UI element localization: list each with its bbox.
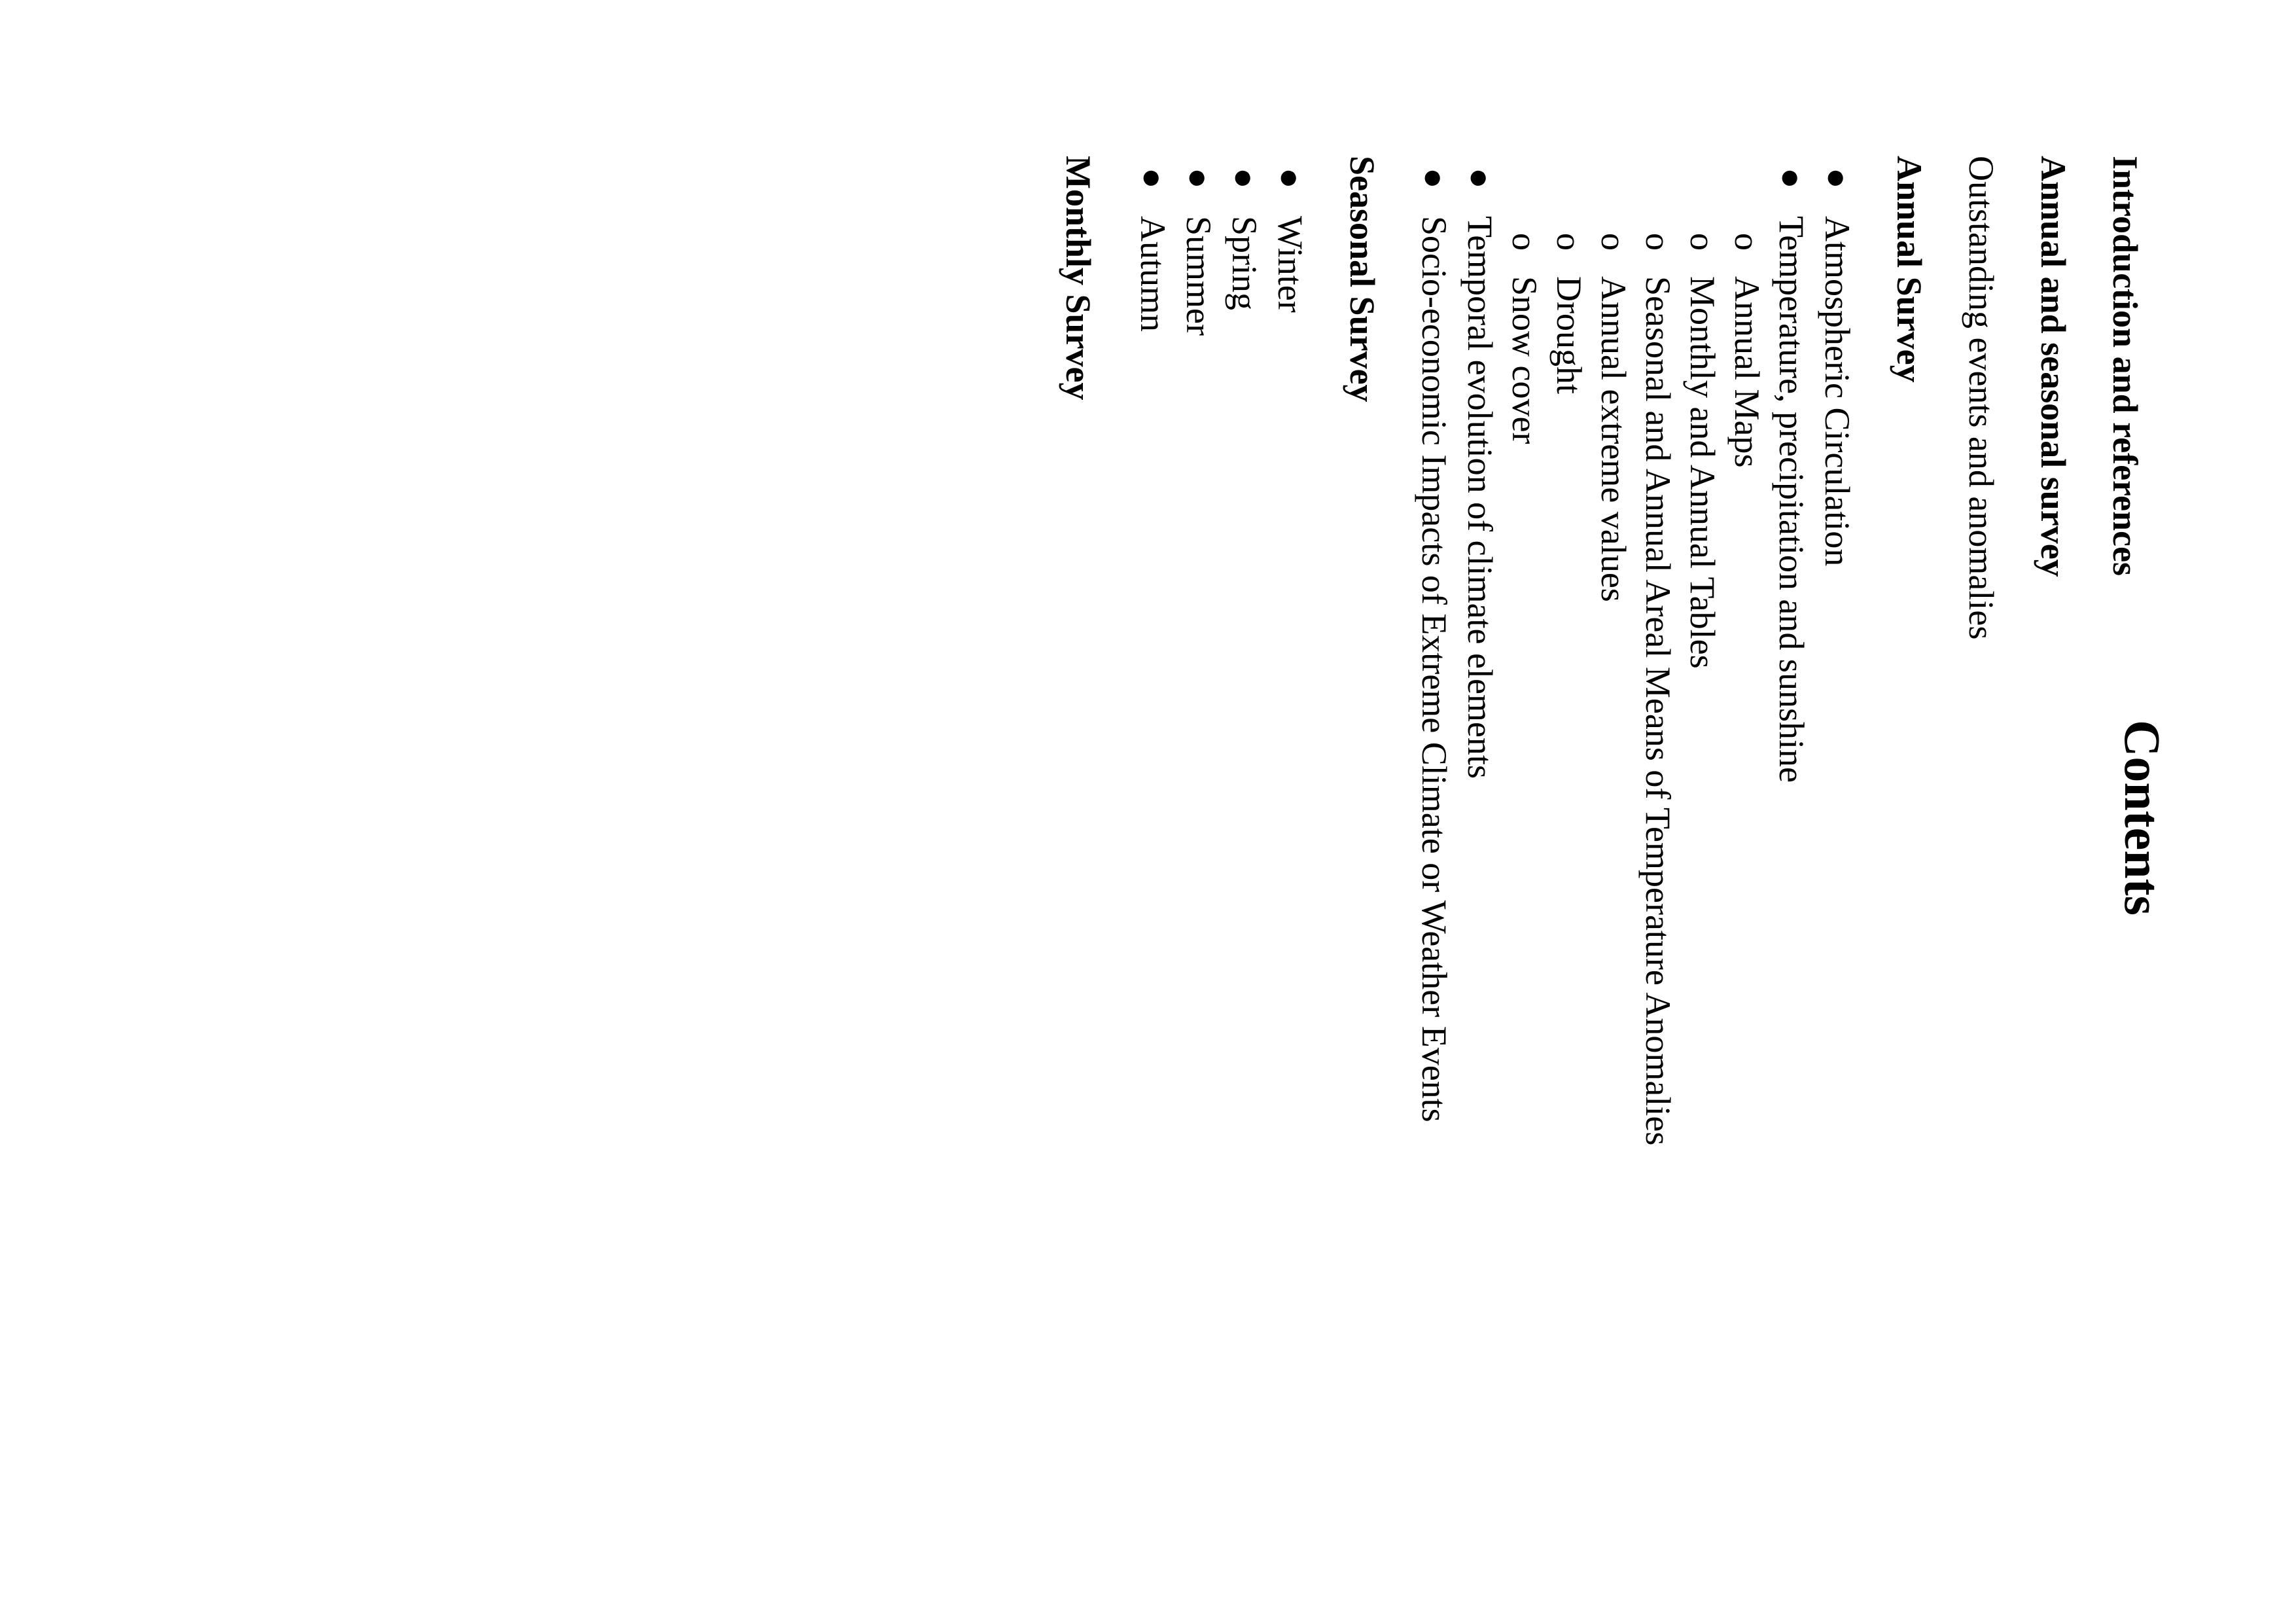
page-title: Contents <box>2114 720 2171 916</box>
sub-list-item-label: Annual extreme values <box>1594 276 1633 602</box>
bullet-icon: ● <box>1818 168 1857 189</box>
list-item-label: Socio-economic Impacts of Extreme Climate or Weather Events <box>1415 216 1454 1122</box>
circle-bullet-icon: o <box>1594 233 1633 251</box>
list-item-label: Temperature, precipitation and sunshine <box>1772 216 1811 783</box>
sub-list-item <box>1638 233 1678 1146</box>
list-item-label: Summer <box>1179 216 1218 336</box>
list-item <box>1224 168 1265 311</box>
sub-list-item <box>1727 233 1767 468</box>
circle-bullet-icon: o <box>1549 233 1589 251</box>
sub-list-item <box>1549 233 1589 394</box>
sub-list-item-label: Seasonal and Annual Areal Means of Temperature Anomalies <box>1638 276 1678 1146</box>
list-item <box>1178 168 1219 336</box>
sub-list-item <box>1504 233 1545 444</box>
heading-annual-survey: Annual Survey <box>1890 156 1929 383</box>
heading-introduction: Introduction and references <box>2106 156 2145 576</box>
list-item-label: Spring <box>1225 216 1264 311</box>
bullet-icon: ● <box>1225 168 1264 189</box>
bullet-icon: ● <box>1415 168 1454 189</box>
bullet-icon: ● <box>1772 168 1811 189</box>
list-item-label: Temporal evolution of climate elements <box>1460 216 1500 779</box>
circle-bullet-icon: o <box>1683 233 1722 251</box>
list-item <box>1817 168 1858 567</box>
sub-list-item-label: Snow cover <box>1505 276 1544 444</box>
sub-list-item-label: Monthly and Annual Tables <box>1683 276 1722 669</box>
sub-list-item <box>1593 233 1634 602</box>
bullet-icon: ● <box>1271 168 1310 189</box>
list-item-label: Winter <box>1271 216 1310 313</box>
heading-seasonal-survey: Seasonal Survey <box>1343 156 1382 402</box>
heading-annual-seasonal-survey: Annual and seasonal survey <box>2034 156 2073 577</box>
sub-list-item <box>1682 233 1723 669</box>
bullet-icon: ● <box>1133 168 1173 189</box>
text-outstanding-events: Outstanding events and anomalies <box>1962 156 2001 640</box>
list-item <box>1460 168 1500 779</box>
circle-bullet-icon: o <box>1505 233 1544 251</box>
list-item <box>1133 168 1173 332</box>
list-item-label: Autumn <box>1133 216 1173 332</box>
bullet-icon: ● <box>1179 168 1218 189</box>
sub-list-item-label: Drought <box>1549 276 1589 394</box>
circle-bullet-icon: o <box>1727 233 1767 251</box>
circle-bullet-icon: o <box>1638 233 1678 251</box>
bullet-icon: ● <box>1460 168 1500 189</box>
list-item-label: Atmospheric Circulation <box>1818 216 1857 567</box>
list-item <box>1270 168 1311 313</box>
list-item <box>1771 168 1812 783</box>
sub-list-item-label: Annual Maps <box>1727 276 1767 468</box>
heading-monthly-survey: Monthly Survey <box>1059 156 1098 401</box>
list-item <box>1414 168 1455 1122</box>
